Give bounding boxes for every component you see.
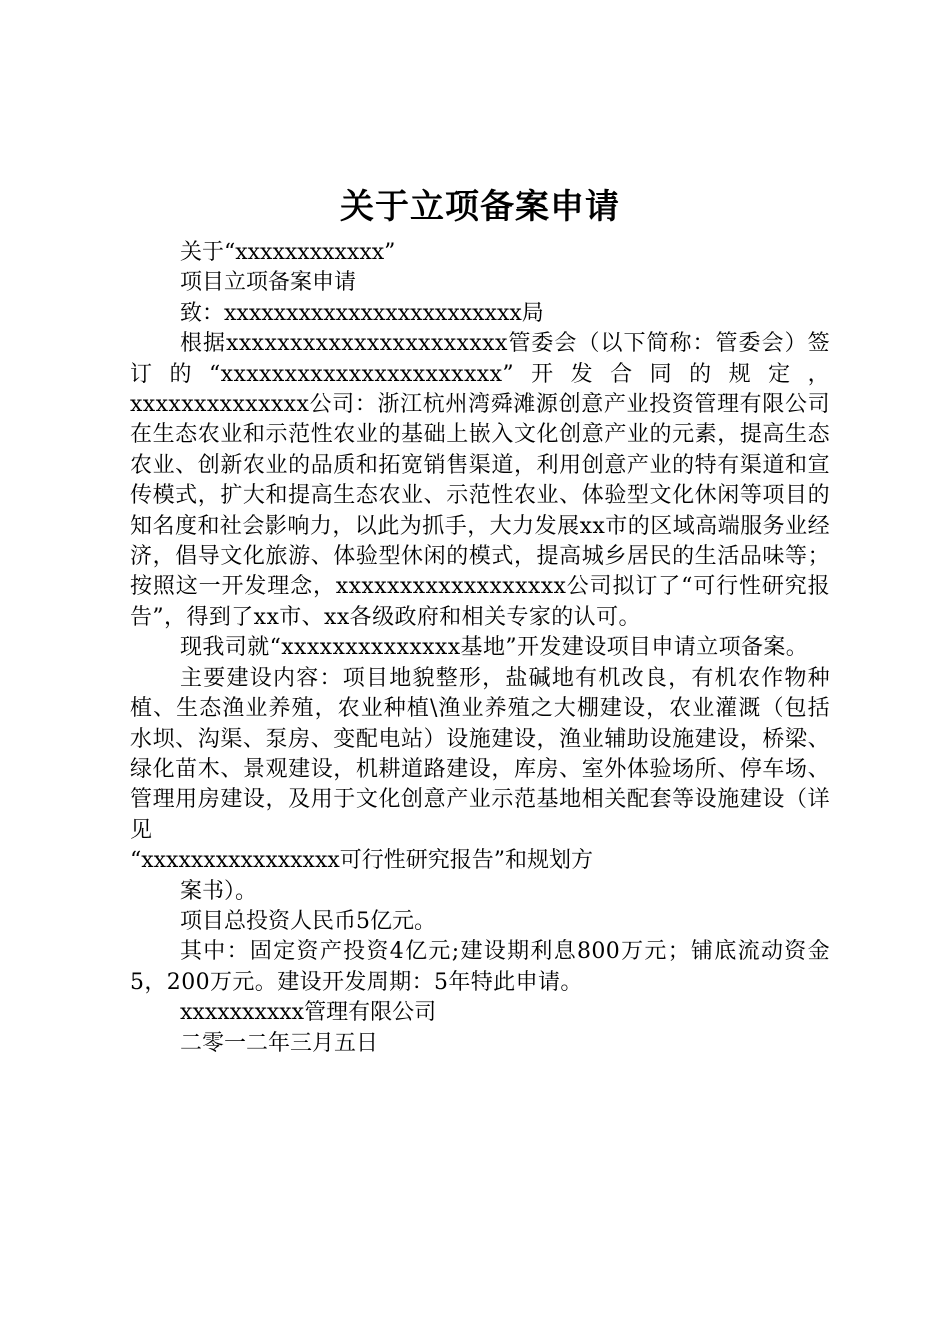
body-paragraph-2: 现我司就“xxxxxxxxxxxxxx基地”开发建设项目申请立项备案。: [180, 635, 809, 661]
investment-detail-paragraph: 其中：固定资产投资4亿元;建设期利息800万元；铺底流动资金5，200万元。建设开发周期：5年特此申请。: [130, 939, 830, 995]
document-title: 关于立项备案申请: [340, 187, 620, 227]
investment-total-line: 项目总投资人民币5亿元。: [180, 908, 436, 934]
signature-company: xxxxxxxxxx管理有限公司: [180, 1000, 437, 1026]
body-paragraph-1: 根据xxxxxxxxxxxxxxxxxxxxxx管委会（以下简称：管委会）签订的“xxxxxxxxxxxxxxxxxxxxxx”开发合同的规定，xxxxxxxxxxxxxx公司：浙江杭州湾舜滩源创意产业投资管理有限公司在生态农业和示范性农业的基础上嵌入文化创意产业的元素，提高生态农业、创新农业的品质和拓宽销售渠道，利用创意产业的特有渠道和宣传模式，扩大和提高生态农业、示范性农业、体验型文化休闲等项目的知名度和社会影响力，以此为抓手，大力发展xx市的区域高端服务业经济，倡导文化旅游、体验型休闲的模式，提高城乡居民的生活品味等；按照这一开发理念，xxxxxxxxxxxxxxxxxx公司拟订了“可行性研究报告”，得到了xx市、xx各级政府和相关专家的认可。: [130, 331, 830, 630]
header-line-2: 项目立项备案申请: [180, 270, 357, 296]
document-page: [130, 180, 830, 1059]
signature-date: 二零一二年三月五日: [180, 1030, 379, 1056]
body-paragraph-3-end: 案书）。: [180, 878, 258, 904]
header-line-1: 关于“xxxxxxxxxxxx”: [180, 240, 396, 265]
recipient-line: 致：xxxxxxxxxxxxxxxxxxxxxxxx局: [180, 300, 544, 326]
body-paragraph-3: 主要建设内容：项目地貌整形，盐碱地有机改良，有机农作物种植、生态渔业养殖，农业种植\渔业养殖之大棚建设，农业灌溉（包括水坝、沟渠、泵房、变配电站）设施建设，渔业辅助设施建设，桥梁、绿化苗木、景观建设，机耕道路建设，库房、室外体验场所、停车场、管理用房建设，及用于文化创意产业示范基地相关配套等设施建设（详见: [130, 665, 830, 843]
body-paragraph-3-tail: “xxxxxxxxxxxxxxxx可行性研究报告”和规划方: [130, 848, 594, 874]
